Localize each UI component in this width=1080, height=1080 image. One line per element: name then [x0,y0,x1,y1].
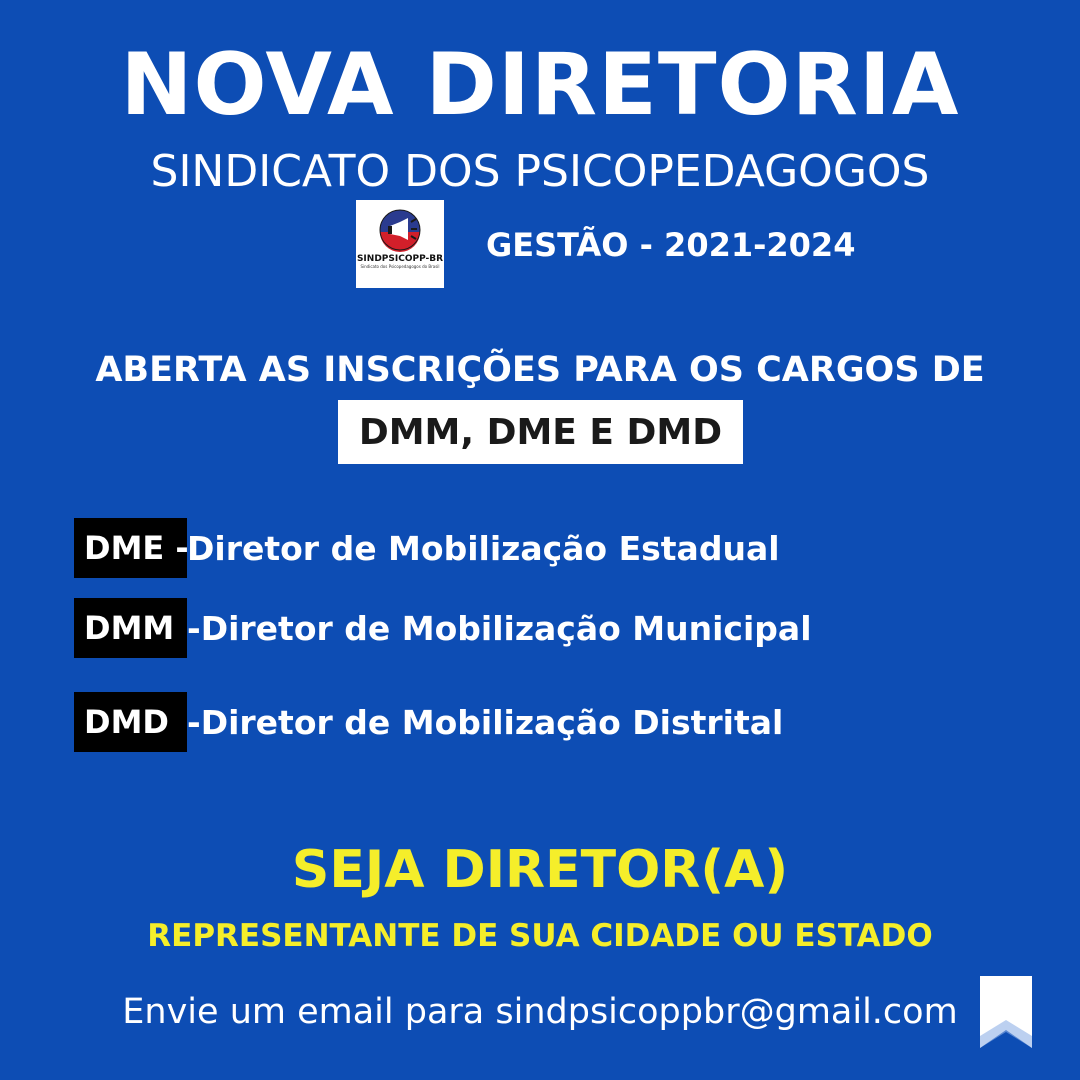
contact-email-text: Envie um email para sindpsicoppbr@gmail.com [122,992,958,1032]
role-description: -Diretor de Mobilização Distrital [187,702,784,742]
role-row-dme [74,518,780,578]
role-row-dmm [74,598,812,658]
announcement-line: ABERTA AS INSCRIÇÕES PARA OS CARGOS DE [95,350,985,390]
cta-headline: SEJA DIRETOR(A) [291,840,789,900]
role-row-dmd [74,692,783,752]
bookmark-icon[interactable] [980,976,1032,1048]
page-title: NOVA DIRETORIA [120,35,960,135]
positions-badge: DMM, DME E DMD [338,400,743,464]
union-logo [356,200,444,288]
role-description: -Diretor de Mobilização Municipal [187,608,812,648]
page-subtitle: SINDICATO DOS PSICOPEDAGOGOS [150,146,930,197]
megaphone-logo-icon [378,208,422,252]
role-code: DME - [74,518,187,578]
role-description: Diretor de Mobilização Estadual [187,528,780,568]
term-label: GESTÃO - 2021-2024 [486,226,856,264]
logo-tagline: Sindicato dos Psicopedagogos do Brasil [360,264,440,269]
cta-subline: REPRESENTANTE DE SUA CIDADE OU ESTADO [147,918,933,954]
role-code: DMM [74,598,187,658]
logo-name: SINDPSICOPP-BR [356,254,444,264]
role-code: DMD [74,692,187,752]
